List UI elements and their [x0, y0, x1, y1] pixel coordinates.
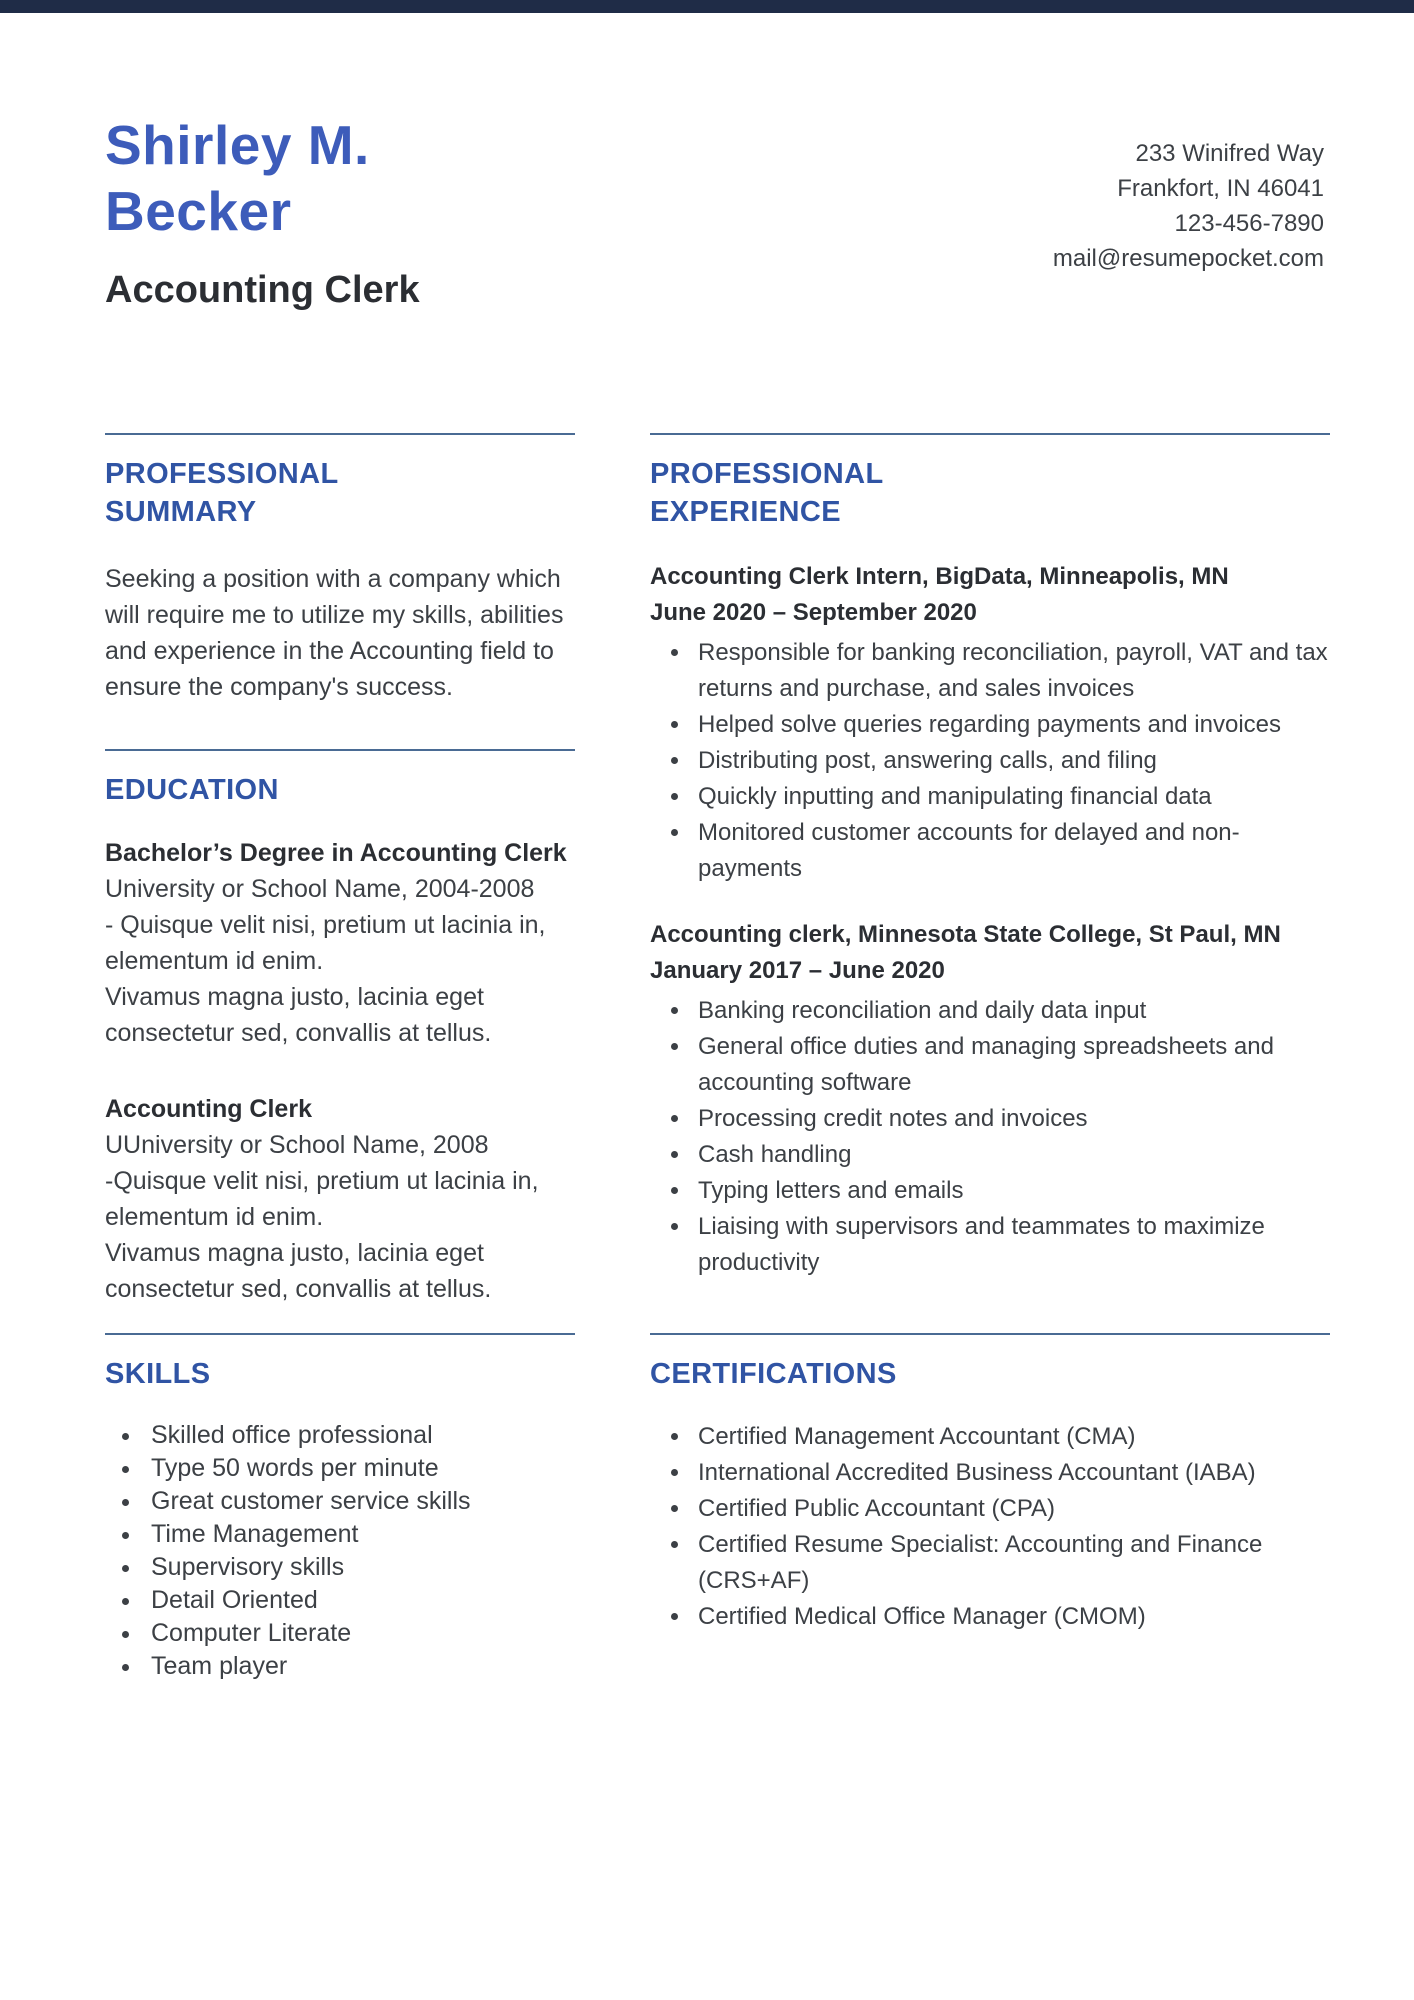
certification-item: • Certified Resume Specialist: Accounting and Finance (CRS+AF) — [692, 1527, 1330, 1599]
job-bullet: • Typing letters and emails — [692, 1173, 1330, 1209]
skills-list — [105, 1419, 575, 1683]
section-skills — [105, 1333, 575, 1683]
education-detail: Vivamus magna justo, lacinia eget consectetur sed, convallis at tellus. — [105, 983, 492, 1047]
education-entries — [105, 835, 575, 1307]
job-bullet: • Distributing post, answering calls, and filing — [692, 743, 1330, 779]
job-bullet: • General office duties and managing spreadsheets and accounting software — [692, 1029, 1330, 1101]
section-divider — [105, 749, 575, 751]
certification-item: • Certified Public Accountant (CPA) — [692, 1491, 1330, 1527]
education-degree: Bachelor’s Degree in Accounting Clerk — [105, 839, 567, 867]
job-title-line: Accounting Clerk Intern, BigData, Minneapolis, MN — [650, 563, 1229, 590]
right-column-bottom — [650, 1333, 1330, 1683]
section-education — [105, 749, 575, 1307]
job-bullet-list — [650, 993, 1330, 1281]
section-divider — [650, 1333, 1330, 1335]
education-entry — [105, 1091, 575, 1307]
job-bullet: • Processing credit notes and invoices — [692, 1101, 1330, 1137]
education-school: University or School Name, 2004-2008 — [105, 875, 535, 903]
contact-email: mail@resumepocket.com — [1052, 245, 1324, 272]
skill-item: • Supervisory skills — [143, 1551, 575, 1584]
contact-phone: 123-456-7890 — [1174, 210, 1324, 237]
certification-item: • Certified Management Accountant (CMA) — [692, 1419, 1330, 1455]
certification-item: • International Accredited Business Accountant (IABA) — [692, 1455, 1330, 1491]
skill-item: • Great customer service skills — [143, 1485, 575, 1518]
education-entry — [105, 835, 575, 1051]
job-bullet: • Liaising with supervisors and teammates to maximize productivity — [692, 1209, 1330, 1281]
job-bullet-list — [650, 635, 1330, 887]
skill-item: • Time Management — [143, 1518, 575, 1551]
job-bullet: • Monitored customer accounts for delayed and non-payments — [692, 815, 1330, 887]
contact-block — [1053, 136, 1324, 276]
section-divider — [650, 433, 1330, 435]
job-bullet: • Quickly inputting and manipulating financial data — [692, 779, 1330, 815]
section-certifications — [650, 1333, 1330, 1635]
right-column-top — [650, 433, 1330, 1307]
section-professional-experience — [650, 433, 1330, 1281]
left-column-bottom — [105, 1333, 575, 1683]
education-heading: EDUCATION — [105, 774, 279, 806]
skill-item: • Type 50 words per minute — [143, 1452, 575, 1485]
education-detail: -Quisque velit nisi, pretium ut lacinia in, elementum id enim. — [105, 1167, 539, 1231]
skills-heading: SKILLS — [105, 1358, 211, 1390]
candidate-job-title: Accounting Clerk — [105, 269, 420, 311]
header — [105, 112, 545, 314]
experience-jobs — [650, 559, 1330, 1281]
contact-address-line2: Frankfort, IN 46041 — [1117, 175, 1324, 202]
job-entry — [650, 559, 1330, 887]
skill-item: • Computer Literate — [143, 1617, 575, 1650]
job-title-line: Accounting clerk, Minnesota State College, St Paul, MN — [650, 921, 1281, 948]
certification-item: • Certified Medical Office Manager (CMOM) — [692, 1599, 1330, 1635]
job-dates: January 2017 – June 2020 — [650, 957, 945, 984]
education-detail: Vivamus magna justo, lacinia eget consectetur sed, convallis at tellus. — [105, 1239, 492, 1303]
left-column-top — [105, 433, 575, 1307]
skill-item: • Detail Oriented — [143, 1584, 575, 1617]
job-entry — [650, 917, 1330, 1281]
summary-heading: PROFESSIONAL SUMMARY — [105, 458, 339, 528]
job-bullet: • Cash handling — [692, 1137, 1330, 1173]
education-degree: Accounting Clerk — [105, 1095, 312, 1123]
education-detail: - Quisque velit nisi, pretium ut lacinia in, elementum id enim. — [105, 911, 546, 975]
contact-address-line1: 233 Winifred Way — [1135, 140, 1324, 167]
skill-item: • Skilled office professional — [143, 1419, 575, 1452]
education-school: UUniversity or School Name, 2008 — [105, 1131, 489, 1159]
summary-paragraph: Seeking a position with a company which will require me to utilize my skills, abilities and experience in the Accounting field to ensure the company's success. — [105, 565, 564, 701]
job-dates: June 2020 – September 2020 — [650, 599, 977, 626]
skill-item: • Team player — [143, 1650, 575, 1683]
top-accent-bar — [0, 0, 1414, 13]
job-bullet: • Responsible for banking reconciliation, payroll, VAT and tax returns and purchase, and sales invoices — [692, 635, 1330, 707]
section-divider — [105, 433, 575, 435]
job-bullet: • Helped solve queries regarding payments and invoices — [692, 707, 1330, 743]
experience-heading: PROFESSIONAL EXPERIENCE — [650, 458, 884, 528]
resume-body — [105, 433, 1330, 1683]
certifications-list — [650, 1419, 1330, 1635]
certifications-heading: CERTIFICATIONS — [650, 1358, 897, 1390]
section-professional-summary — [105, 433, 575, 705]
candidate-name: Shirley M. Becker — [105, 114, 370, 242]
job-bullet: • Banking reconciliation and daily data input — [692, 993, 1330, 1029]
section-divider — [105, 1333, 575, 1335]
